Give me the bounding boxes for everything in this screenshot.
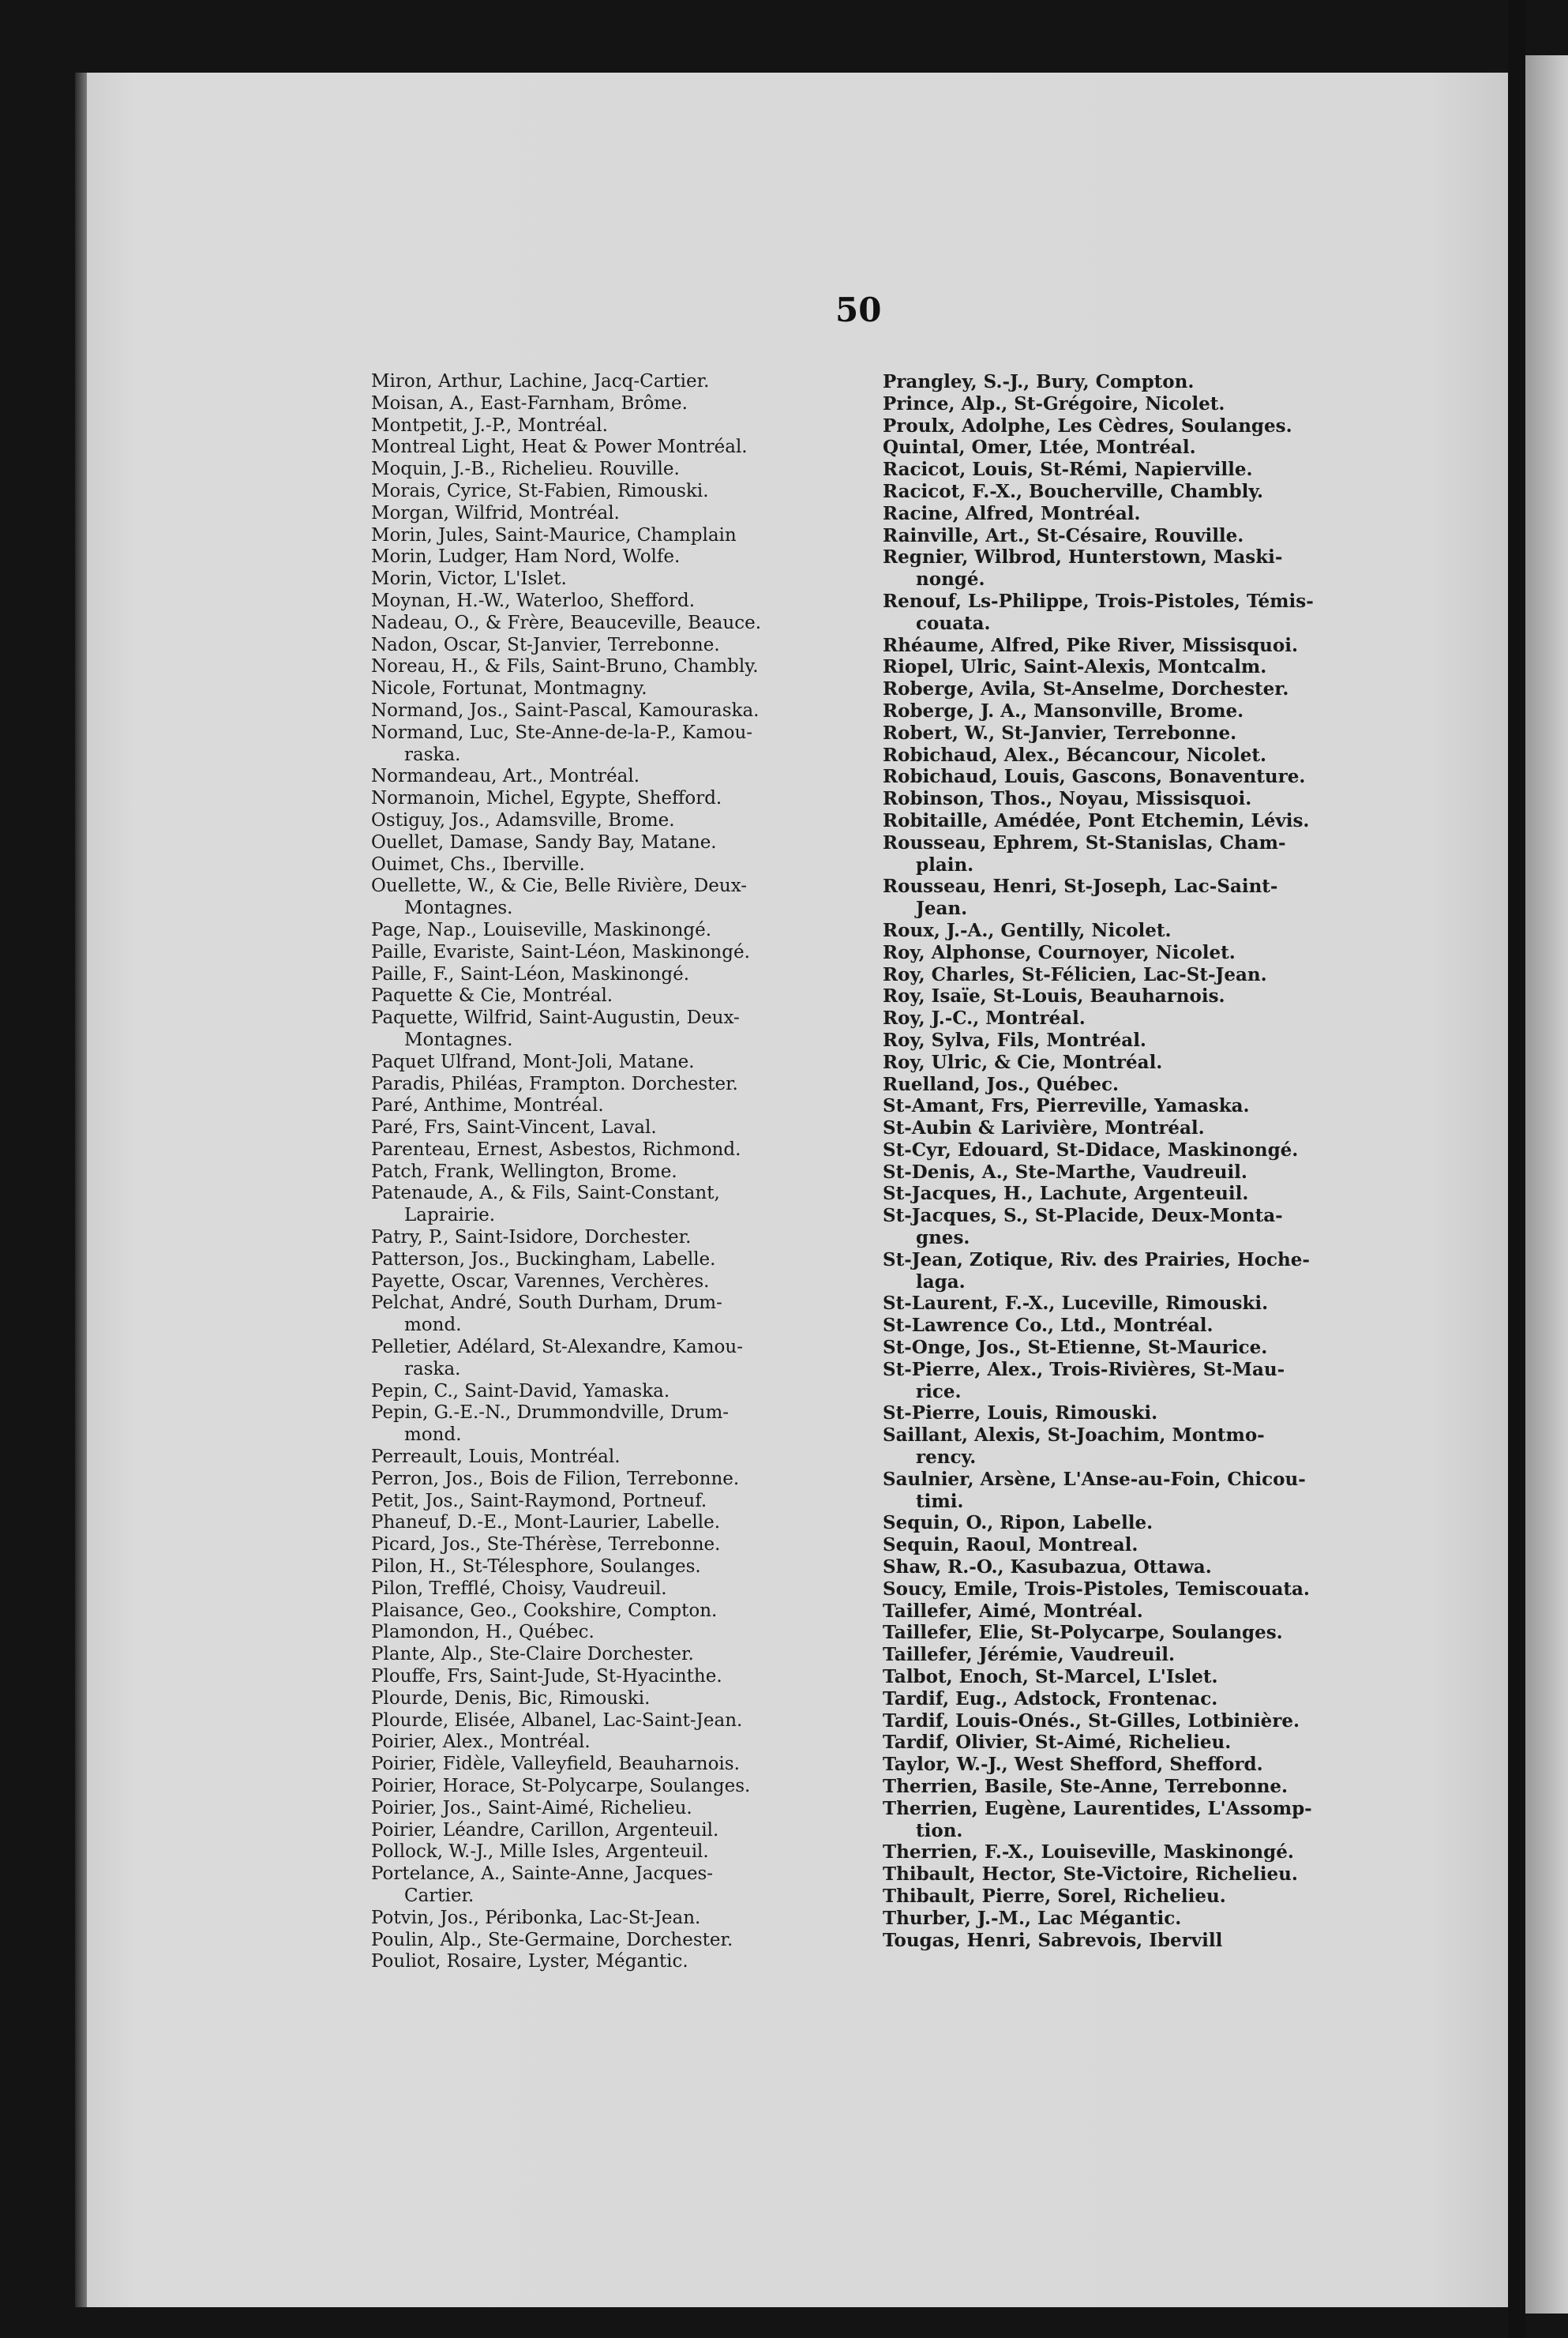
directory-entry: Morgan, Wilfrid, Montréal. <box>371 502 620 524</box>
directory-entry: Saulnier, Arsène, L'Anse-au-Foin, Chicou- <box>883 1468 1306 1490</box>
directory-entry: Sequin, O., Ripon, Labelle. <box>883 1512 1153 1534</box>
directory-entry: Sequin, Raoul, Montreal. <box>883 1534 1138 1556</box>
directory-entry: St-Cyr, Edouard, St-Didace, Maskinongé. <box>883 1139 1299 1161</box>
directory-entry: Ouellet, Damase, Sandy Bay, Matane. <box>371 831 717 853</box>
page-gutter <box>1508 0 1525 2338</box>
directory-entry: Rousseau, Henri, St-Joseph, Lac-Saint- <box>883 876 1278 898</box>
directory-entry: Saillant, Alexis, St-Joachim, Montmo- <box>883 1424 1265 1447</box>
directory-entry: Patterson, Jos., Buckingham, Labelle. <box>371 1248 716 1270</box>
directory-entry: Nicole, Fortunat, Montmagny. <box>371 678 647 700</box>
directory-entry: Robert, W., St-Janvier, Terrebonne. <box>883 722 1237 744</box>
directory-column-left <box>371 371 853 1973</box>
directory-entry: Patch, Frank, Wellington, Brome. <box>371 1161 677 1182</box>
directory-entry: Paradis, Philéas, Frampton. Dorchester. <box>371 1073 738 1094</box>
directory-entry: Roy, Charles, St-Félicien, Lac-St-Jean. <box>883 963 1267 985</box>
directory-entry: St-Pierre, Louis, Rimouski. <box>883 1402 1158 1424</box>
directory-entry: Roy, J.-C., Montréal. <box>883 1008 1086 1030</box>
entry-continuation: Montagnes. <box>404 898 513 919</box>
directory-entry: Roy, Sylva, Fils, Montréal. <box>883 1029 1146 1051</box>
directory-entry: Tougas, Henri, Sabrevois, Ibervill <box>883 1929 1223 1951</box>
directory-entry: Robichaud, Alex., Bécancour, Nicolet. <box>883 744 1267 766</box>
directory-entry: Page, Nap., Louiseville, Maskinongé. <box>371 919 712 940</box>
directory-entry: Pelchat, André, South Durham, Drum- <box>371 1293 722 1314</box>
directory-entry: Perron, Jos., Bois de Filion, Terrebonne. <box>371 1468 740 1489</box>
directory-entry: Paquet Ulfrand, Mont-Joli, Matane. <box>371 1051 695 1072</box>
directory-entry: Roberge, Avila, St-Anselme, Dorchester. <box>883 678 1289 700</box>
page-number: 50 <box>835 291 882 329</box>
directory-entry: Thibault, Hector, Ste-Victoire, Richelieu. <box>883 1863 1298 1886</box>
directory-entry: Soucy, Emile, Trois-Pistoles, Temiscouata. <box>883 1578 1310 1600</box>
directory-entry: Poirier, Horace, St-Polycarpe, Soulanges. <box>371 1776 751 1796</box>
directory-entry: Morin, Victor, L'Islet. <box>371 569 567 590</box>
directory-entry: Paille, F., Saint-Léon, Maskinongé. <box>371 963 690 985</box>
directory-entry: Poirier, Fidèle, Valleyfield, Beauharnois. <box>371 1754 740 1775</box>
directory-entry: St-Jacques, S., St-Placide, Deux-Monta- <box>883 1205 1283 1227</box>
directory-column-right <box>883 371 1372 1951</box>
directory-entry: Patenaude, A., & Fils, Saint-Constant, <box>371 1183 720 1204</box>
directory-entry: Moquin, J.-B., Richelieu. Rouville. <box>371 459 680 480</box>
directory-entry: Picard, Jos., Ste-Thérèse, Terrebonne. <box>371 1534 721 1556</box>
directory-entry: Potvin, Jos., Péribonka, Lac-St-Jean. <box>371 1907 701 1928</box>
directory-entry: Renouf, Ls-Philippe, Trois-Pistoles, Témis- <box>883 590 1314 612</box>
directory-entry: Ouellette, W., & Cie, Belle Rivière, Deux- <box>371 876 748 897</box>
directory-entry: Taillefer, Aimé, Montréal. <box>883 1600 1143 1622</box>
directory-entry: Paré, Frs, Saint-Vincent, Laval. <box>371 1117 657 1139</box>
directory-entry: Paquette, Wilfrid, Saint-Augustin, Deux- <box>371 1008 740 1029</box>
directory-entry: Tardif, Olivier, St-Aimé, Richelieu. <box>883 1732 1232 1754</box>
directory-entry: Moynan, H.-W., Waterloo, Shefford. <box>371 590 696 611</box>
directory-entry: Morin, Jules, Saint-Maurice, Champlain <box>371 524 737 546</box>
directory-entry: Pollock, W.-J., Mille Isles, Argenteuil. <box>371 1841 709 1863</box>
directory-entry: Taillefer, Elie, St-Polycarpe, Soulanges. <box>883 1622 1283 1644</box>
directory-entry: Roux, J.-A., Gentilly, Nicolet. <box>883 919 1172 941</box>
directory-entry: St-Lawrence Co., Ltd., Montréal. <box>883 1315 1214 1337</box>
directory-entry: St-Onge, Jos., St-Etienne, St-Maurice. <box>883 1337 1268 1359</box>
directory-entry: Miron, Arthur, Lachine, Jacq-Cartier. <box>371 371 710 392</box>
directory-entry: Pepin, G.-E.-N., Drummondville, Drum- <box>371 1402 730 1424</box>
directory-entry: Robitaille, Amédée, Pont Etchemin, Lévis. <box>883 809 1310 831</box>
directory-entry: Ostiguy, Jos., Adamsville, Brome. <box>371 809 675 831</box>
entry-continuation: rice. <box>916 1380 962 1402</box>
directory-entry: Ruelland, Jos., Québec. <box>883 1073 1119 1095</box>
directory-entry: Thibault, Pierre, Sorel, Richelieu. <box>883 1885 1226 1907</box>
entry-continuation: Jean. <box>916 898 968 920</box>
directory-entry: Nadeau, O., & Frère, Beauceville, Beauce. <box>371 612 762 633</box>
entry-continuation: raska. <box>404 744 461 765</box>
directory-entry: St-Jean, Zotique, Riv. des Prairies, Hoche- <box>883 1248 1310 1270</box>
directory-entry: Pouliot, Rosaire, Lyster, Mégantic. <box>371 1951 688 1972</box>
directory-entry: Pepin, C., Saint-David, Yamaska. <box>371 1380 670 1402</box>
directory-entry: Montreal Light, Heat & Power Montréal. <box>371 437 748 458</box>
directory-entry: St-Denis, A., Ste-Marthe, Vaudreuil. <box>883 1161 1247 1183</box>
directory-entry: Shaw, R.-O., Kasubazua, Ottawa. <box>883 1556 1212 1578</box>
directory-entry: Roy, Isaïe, St-Louis, Beauharnois. <box>883 985 1225 1008</box>
entry-continuation: mond. <box>404 1315 462 1336</box>
directory-entry: Poirier, Léandre, Carillon, Argenteuil. <box>371 1819 719 1841</box>
directory-entry: Prince, Alp., St-Grégoire, Nicolet. <box>883 392 1225 415</box>
directory-entry: Parenteau, Ernest, Asbestos, Richmond. <box>371 1139 741 1160</box>
directory-entry: Poirier, Alex., Montréal. <box>371 1732 591 1753</box>
directory-entry: Regnier, Wilbrod, Hunterstown, Maski- <box>883 546 1283 569</box>
directory-entry: Poirier, Jos., Saint-Aimé, Richelieu. <box>371 1797 692 1818</box>
directory-entry: Paquette & Cie, Montréal. <box>371 985 613 1007</box>
directory-entry: St-Pierre, Alex., Trois-Rivières, St-Mau- <box>883 1358 1285 1380</box>
directory-entry: Taillefer, Jérémie, Vaudreuil. <box>883 1644 1176 1666</box>
directory-entry: Noreau, H., & Fils, Saint-Bruno, Chambly. <box>371 656 759 677</box>
directory-entry: Robinson, Thos., Noyau, Missisquoi. <box>883 788 1252 810</box>
entry-continuation: rency. <box>916 1447 977 1469</box>
directory-entry: Montpetit, J.-P., Montréal. <box>371 415 608 436</box>
directory-entry: Normand, Jos., Saint-Pascal, Kamouraska. <box>371 700 760 721</box>
directory-entry: Therrien, Eugène, Laurentides, L'Assomp- <box>883 1797 1312 1819</box>
directory-entry: Plourde, Elisée, Albanel, Lac-Saint-Jean. <box>371 1709 743 1731</box>
directory-entry: Petit, Jos., Saint-Raymond, Portneuf. <box>371 1490 707 1511</box>
directory-entry: Nadon, Oscar, St-Janvier, Terrebonne. <box>371 634 720 655</box>
directory-entry: Poulin, Alp., Ste-Germaine, Dorchester. <box>371 1929 733 1950</box>
directory-entry: Roberge, J. A., Mansonville, Brome. <box>883 700 1244 722</box>
directory-entry: Therrien, F.-X., Louiseville, Maskinongé. <box>883 1841 1294 1863</box>
directory-entry: Talbot, Enoch, St-Marcel, L'Islet. <box>883 1666 1218 1688</box>
directory-entry: Moisan, A., East-Farnham, Brôme. <box>371 392 688 414</box>
directory-entry: Rhéaume, Alfred, Pike River, Missisquoi. <box>883 634 1298 656</box>
entry-continuation: laga. <box>916 1270 966 1293</box>
entry-continuation: tion. <box>916 1819 963 1841</box>
directory-entry: Racicot, F.-X., Boucherville, Chambly. <box>883 480 1264 502</box>
entry-continuation: nongé. <box>916 569 985 591</box>
directory-entry: Paré, Anthime, Montréal. <box>371 1095 604 1116</box>
directory-entry: Proulx, Adolphe, Les Cèdres, Soulanges. <box>883 415 1292 437</box>
directory-entry: Tardif, Eug., Adstock, Frontenac. <box>883 1687 1218 1709</box>
directory-entry: Normandeau, Art., Montréal. <box>371 766 640 787</box>
directory-entry: Plourde, Denis, Bic, Rimouski. <box>371 1687 651 1709</box>
directory-entry: Plante, Alp., Ste-Claire Dorchester. <box>371 1644 694 1665</box>
directory-entry: St-Amant, Frs, Pierreville, Yamaska. <box>883 1095 1250 1117</box>
directory-entry: Taylor, W.-J., West Shefford, Shefford. <box>883 1754 1263 1776</box>
directory-entry: Pilon, Trefflé, Choisy, Vaudreuil. <box>371 1578 667 1599</box>
next-page-edge <box>1525 55 1568 2314</box>
directory-entry: Rousseau, Ephrem, St-Stanislas, Cham- <box>883 831 1286 854</box>
directory-entry: Quintal, Omer, Ltée, Montréal. <box>883 437 1196 459</box>
directory-entry: Perreault, Louis, Montréal. <box>371 1447 621 1468</box>
directory-entry: Thurber, J.-M., Lac Mégantic. <box>883 1907 1182 1929</box>
directory-entry: Morais, Cyrice, St-Fabien, Rimouski. <box>371 480 709 501</box>
directory-entry: St-Laurent, F.-X., Luceville, Rimouski. <box>883 1293 1269 1315</box>
directory-entry: Pelletier, Adélard, St-Alexandre, Kamou- <box>371 1337 743 1358</box>
directory-entry: Paille, Evariste, Saint-Léon, Maskinongé. <box>371 941 750 963</box>
directory-entry: Payette, Oscar, Varennes, Verchères. <box>371 1270 710 1292</box>
directory-entry: Ouimet, Chs., Iberville. <box>371 854 585 875</box>
directory-entry: Patry, P., Saint-Isidore, Dorchester. <box>371 1227 692 1248</box>
directory-entry: St-Aubin & Larivière, Montréal. <box>883 1117 1205 1139</box>
directory-entry: Therrien, Basile, Ste-Anne, Terrebonne. <box>883 1776 1289 1797</box>
directory-entry: Racicot, Louis, St-Rémi, Napierville. <box>883 459 1253 481</box>
directory-entry: Pilon, H., St-Télesphore, Soulanges. <box>371 1556 701 1578</box>
directory-entry: Morin, Ludger, Ham Nord, Wolfe. <box>371 546 681 568</box>
entry-continuation: Montagnes. <box>404 1029 513 1050</box>
entry-continuation: raska. <box>404 1358 461 1379</box>
entry-continuation: timi. <box>916 1490 964 1512</box>
directory-entry: Prangley, S.-J., Bury, Compton. <box>883 371 1195 392</box>
directory-entry: Plaisance, Geo., Cookshire, Compton. <box>371 1600 718 1621</box>
directory-entry: Roy, Alphonse, Cournoyer, Nicolet. <box>883 941 1236 963</box>
entry-continuation: Laprairie. <box>404 1205 496 1226</box>
directory-entry: Roy, Ulric, & Cie, Montréal. <box>883 1051 1163 1073</box>
directory-entry: Riopel, Ulric, Saint-Alexis, Montcalm. <box>883 656 1267 678</box>
directory-entry: St-Jacques, H., Lachute, Argenteuil. <box>883 1183 1249 1205</box>
directory-entry: Plamondon, H., Québec. <box>371 1622 595 1643</box>
entry-continuation: gnes. <box>916 1227 970 1249</box>
directory-entry: Rainville, Art., St-Césaire, Rouville. <box>883 524 1244 546</box>
directory-entry: Plouffe, Frs, Saint-Jude, St-Hyacinthe. <box>371 1666 722 1687</box>
directory-entry: Phaneuf, D.-E., Mont-Laurier, Labelle. <box>371 1512 721 1533</box>
entry-continuation: plain. <box>916 854 974 876</box>
entry-continuation: Cartier. <box>404 1885 475 1906</box>
directory-entry: Normanoin, Michel, Egypte, Shefford. <box>371 788 722 809</box>
directory-entry: Normand, Luc, Ste-Anne-de-la-P., Kamou- <box>371 722 753 743</box>
entry-continuation: mond. <box>404 1424 462 1446</box>
directory-entry: Portelance, A., Sainte-Anne, Jacques- <box>371 1863 714 1885</box>
directory-entry: Robichaud, Louis, Gascons, Bonaventure. <box>883 766 1306 788</box>
directory-entry: Racine, Alfred, Montréal. <box>883 502 1141 524</box>
directory-entry: Tardif, Louis-Onés., St-Gilles, Lotbinière. <box>883 1709 1300 1732</box>
entry-continuation: couata. <box>916 612 991 634</box>
